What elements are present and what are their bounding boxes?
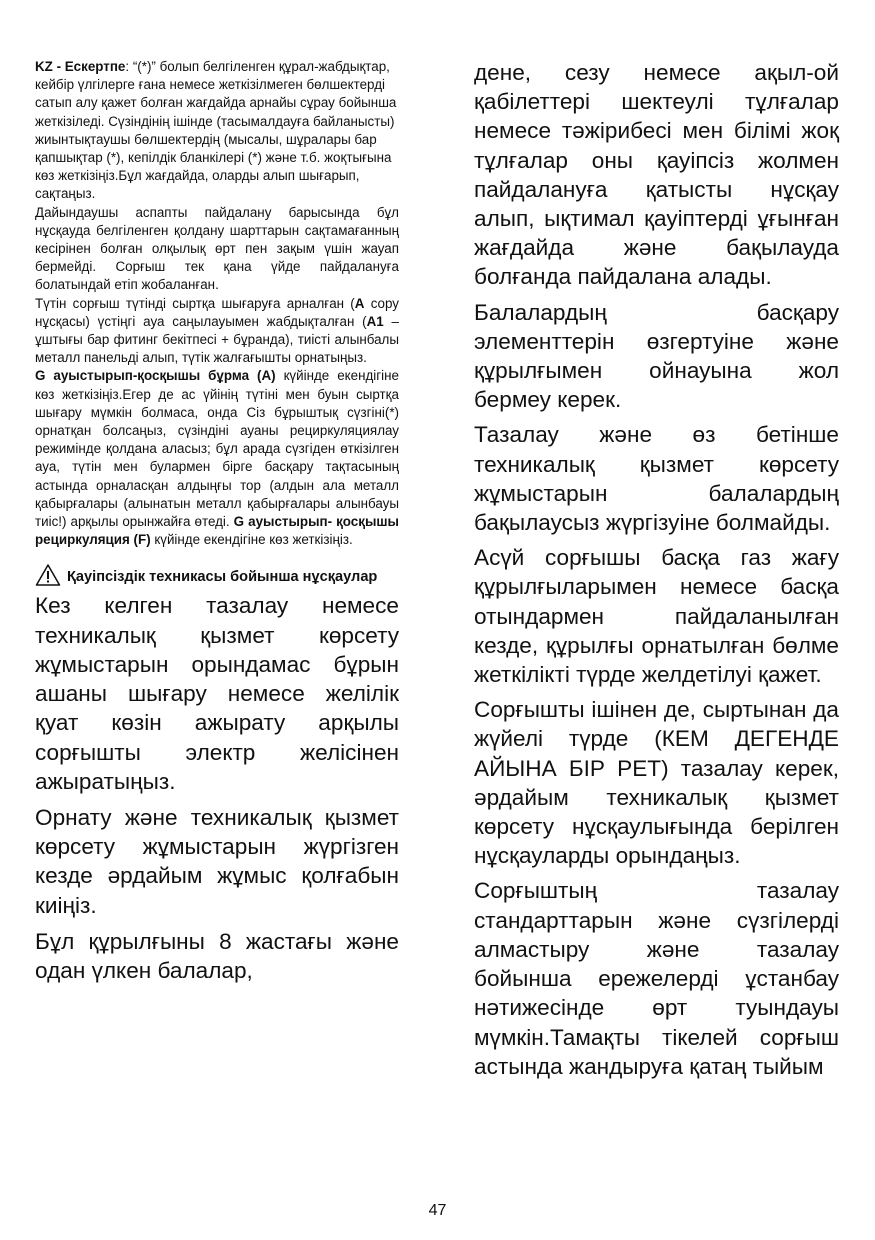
smoke-text-2: сору нұсқасы) үстіңгі ауа саңылауымен жабдықталған ( <box>35 295 399 329</box>
big-paragraph: дене, сезу немесе ақыл-ой қабілеттері шектеулі тұлғалар немесе тәжірибесі мен білімі жоқ тұлғалар оны қауіпсіз жолмен пайдалануға қатысты нұсқау алып, ықтимал қауіптерді ұғынған жағдайда және бақылауда болғанда пайдалана алады. <box>474 60 839 290</box>
smoke-bold-a: A <box>354 295 365 311</box>
big-paragraph: Асүй сорғышы басқа газ жағу құрылғыларымен немесе басқа отындармен пайдаланылған кезде, құрылғы орнатылған бөлме жеткілікті түрде желдетілуі қажет. <box>474 545 839 688</box>
usage-paragraph: Дайындаушы аспапты пайдалану барысында бұл нұсқауда белгіленген қолдану шарттарын сақтамағанның кесірінен болған олқылық өрт пен зақым үшін жауап бермейді. Сорғыш тек қана үйде пайдалануға болатындай етіп жобаланған. <box>35 204 399 293</box>
g-switch-bold-1: G ауыстырып-қосқышы бұрма (A) <box>35 368 276 384</box>
g-switch-bold-2: G ауыстырып- қосқышы рециркуляция (F) <box>35 514 399 548</box>
smoke-bold-a1: A1 <box>366 313 384 329</box>
kz-note-lead: KZ - Ескертпе <box>35 59 126 74</box>
left-big-text <box>35 591 399 985</box>
g-switch-paragraph <box>35 367 399 549</box>
kz-note <box>35 58 399 204</box>
big-paragraph: Тазалау және өз бетінше техникалық қызмет көрсету жұмыстарын балалардың бақылаусыз жүргізуіне болмайды. <box>474 422 839 536</box>
safety-heading <box>35 563 399 587</box>
big-paragraph: Бұл құрылғыны 8 жастағы және одан үлкен балалар, <box>35 928 399 983</box>
page-number: 47 <box>428 1202 447 1219</box>
warning-triangle-icon <box>35 563 61 587</box>
big-paragraph: Балалардың басқару элементтерін өзгертуіне және құрылғымен ойнауына жол бермеу керек. <box>474 299 839 413</box>
g-switch-text-2: күйінде екендігіне көз жеткізіңіз. <box>150 532 353 548</box>
right-column <box>474 58 839 1087</box>
big-paragraph: Сорғыштың тазалау стандарттарын және сүзгілерді алмастыру және тазалау бойынша ережелерді ұстанбау нәтижесінде өрт туындауы мүмкін.Тамақты тікелей сорғыш астында жандыруға қатаң тыйым <box>474 878 839 1079</box>
big-paragraph: Орнату және техникалық қызмет көрсету жұмыстарын жүргізген кезде әрдайым жұмыс қолғабын киіңіз. <box>35 804 399 918</box>
smoke-outlet-paragraph <box>35 295 399 368</box>
kz-note-text: : “(*)” болып белгіленген құрал-жабдықтар, кейбір үлгілерге ғана немесе жеткізілмеген бөлшектерді сатып алу қажет болған жағдайда арнайы сұрау бойынша жеткізіледі. Сүзіндінің ішінде (тасымалдауға байланысты) жиынтықтаушы бөлшектердің (мысалы, шұралары бар қапшықтар (*), кепілдік бланкілері (*) және т.б. жоқтығына көз жеткізіңіз.Бұл жағдайда, оларды алып шығарып, сақтаңыз. <box>35 59 397 202</box>
smoke-text-3: – ұштығы бар фитинг бекітпесі + бұранда), тиісті алынбалы металл панельді алып, түтік жалғағышты орнатыңыз. <box>35 313 399 366</box>
left-column <box>35 58 399 992</box>
big-paragraph: Кез келген тазалау немесе техникалық қызмет көрсету жұмыстарын орындамас бұрын ашаны шығару немесе желілік қуат көзін ажырату арқылы сорғышты электр желісінен ажыратыңыз. <box>35 593 399 794</box>
big-paragraph: Сорғышты ішінен де, сыртынан да жүйелі түрде (КЕМ ДЕГЕНДЕ АЙЫНА БІР РЕТ) тазалау керек, әрдайым техникалық қызмет көрсету нұсқаулығында берілген нұсқауларды орындаңыз. <box>474 697 839 869</box>
g-switch-text-1: күйінде екендігіне көз жеткізіңіз.Егер де ас үйінің түтіні мен буын сыртқа шығару мүмкін болмаса, онда Сіз бұрыштық сүзгіні(*) орнатқан болсаңыз, сүзіндіні ауаны рециркуляциялау режимінде қолдана аласыз; бұл арада сүзгіден өткізілген ауа, түтін мен булармен бірге басқару тақтасының астында орналасқан алдыңғы тор (алдын ала металл қабырғалары (алынатын металл қабырғалары алынбауы тиіс!) арқылы орынжайға өтеді. <box>35 368 399 530</box>
smoke-text-1: Түтін сорғыш түтінді сыртқа шығаруға арналған ( <box>35 295 355 311</box>
safety-heading-text: Қауіпсіздік техникасы бойынша нұсқаулар <box>67 569 378 586</box>
small-print-section <box>35 58 399 549</box>
